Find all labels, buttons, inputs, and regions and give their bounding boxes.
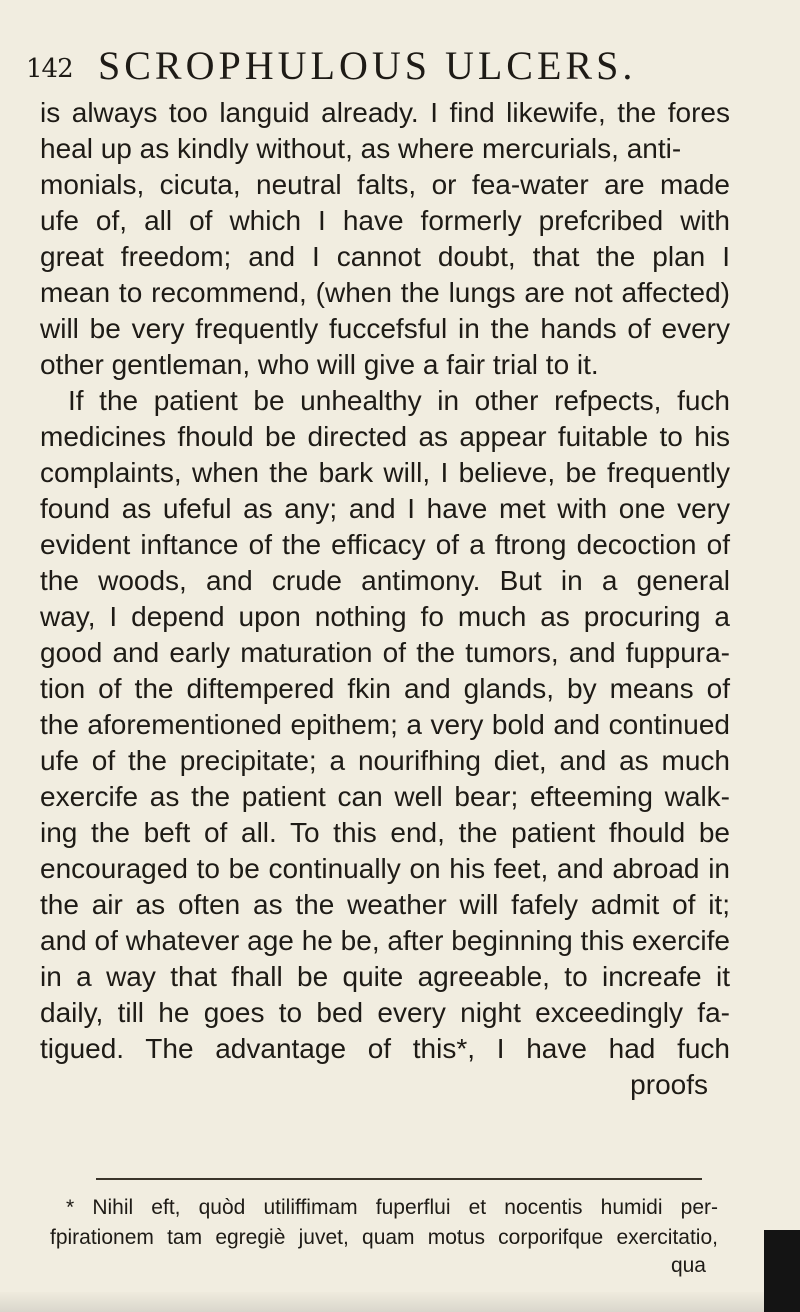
text-line: found as ufeful as any; and I have met with one very	[40, 493, 730, 524]
text-line: good and early maturation of the tumors, and fuppura-	[40, 637, 730, 668]
text-line: other gentleman, who will give a fair trial to it.	[40, 349, 599, 380]
text-line: medicines fhould be directed as appear fuitable to his	[40, 421, 730, 452]
text-line: ing the beft of all. To this end, the patient fhould be	[40, 817, 730, 848]
text-line: complaints, when the bark will, I believe, be frequently	[40, 457, 730, 488]
text-line: will be very frequently fuccefsful in the hands of every	[40, 313, 730, 344]
text-line: heal up as kindly without, as where mercurials, anti-	[40, 133, 682, 164]
text-line: the aforementioned epithem; a very bold and continued	[40, 709, 730, 740]
text-line: in a way that fhall be quite agreeable, to increafe it	[40, 961, 730, 992]
text-line: tion of the diftempered fkin and glands, by means of	[40, 673, 730, 704]
text-line: the woods, and crude antimony. But in a general	[40, 565, 730, 596]
footnote-catchword: qua	[670, 1254, 706, 1277]
text-line: exercife as the patient can well bear; efteeming walk-	[40, 781, 730, 812]
text-line: tigued. The advantage of this*, I have had fuch	[40, 1033, 730, 1064]
scan-edge-mark	[764, 1230, 800, 1312]
text-line: ufe of, all of which I have formerly prefcribed with	[40, 205, 730, 236]
text-line: monials, cicuta, neutral falts, or fea-water are made	[40, 169, 730, 200]
text-line: way, I depend upon nothing fo much as procuring a	[40, 601, 730, 632]
text-line: evident inftance of the efficacy of a ftrong decoction of	[40, 529, 730, 560]
running-title: SCROPHULOUS ULCERS.	[98, 43, 637, 88]
footnote-line: fpirationem tam egregiè juvet, quam motus corporifque exercitatio,	[50, 1226, 718, 1249]
page-number: 142	[26, 54, 73, 84]
footnote-line: * Nihil eft, quòd utiliffimam fuperflui et nocentis humidi per-	[66, 1196, 718, 1219]
text-line: ufe of the precipitate; a nourifhing diet, and as much	[40, 745, 730, 776]
text-line: daily, till he goes to bed every night exceedingly fa-	[40, 997, 730, 1028]
page-edge-shadow	[0, 1292, 764, 1312]
text-line: is always too languid already. I find likewife, the fores	[40, 97, 730, 128]
text-line: and of whatever age he be, after beginning this exercife	[40, 925, 730, 956]
text-line: mean to recommend, (when the lungs are not affected)	[40, 277, 730, 308]
footnote-rule	[96, 1178, 702, 1180]
paragraph-start-line: If the patient be unhealthy in other refpects, fuch	[68, 385, 730, 416]
text-line: encouraged to be continually on his feet, and abroad in	[40, 853, 730, 884]
text-line: great freedom; and I cannot doubt, that the plan I	[40, 241, 730, 272]
page-header	[26, 42, 746, 86]
catchword: proofs	[630, 1069, 708, 1100]
text-line: the air as often as the weather will fafely admit of it;	[40, 889, 730, 920]
